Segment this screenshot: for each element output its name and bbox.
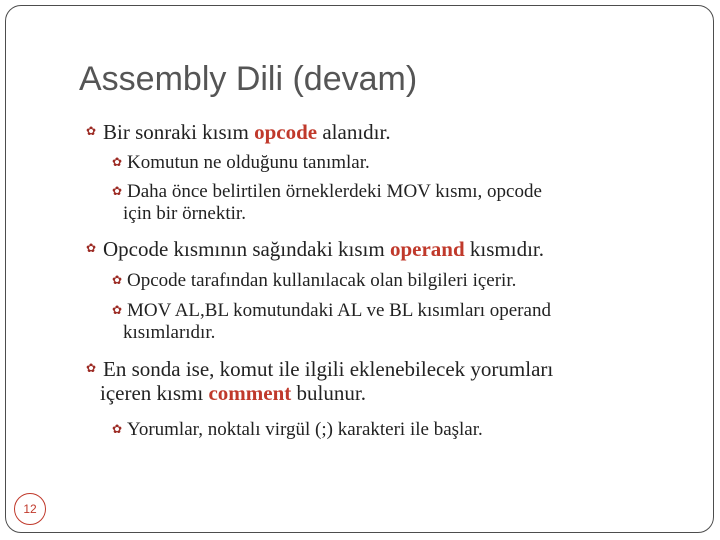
item-text: En sonda ise, komut ile ilgili eklenebilecek yorumları <box>103 357 554 381</box>
bullet-icon: ✿ <box>112 422 123 436</box>
item-text: Komutun ne olduğunu tanımlar. <box>127 152 370 173</box>
item-text-cont: için bir örnektir. <box>123 202 246 224</box>
sub-bullet-item-2 <box>112 181 542 225</box>
bullet-item-3 <box>86 357 553 405</box>
item-text: Yorumlar, noktalı virgül (;) karakteri ile başlar. <box>127 419 483 440</box>
bullet-item-1 <box>86 120 391 144</box>
sub-bullet-item-1 <box>112 152 370 174</box>
bullet-icon: ✿ <box>86 361 97 375</box>
item-text-cont: kısımlarıdır. <box>123 321 216 343</box>
item-text-cont: içeren kısmı <box>100 381 209 406</box>
page-number-badge: 12 <box>14 493 46 525</box>
item-text: alanıdır. <box>317 120 391 144</box>
bullet-item-2 <box>86 237 544 261</box>
sub-bullet-item-5 <box>112 419 483 441</box>
item-text: MOV AL,BL komutundaki AL ve BL kısımları operand <box>127 300 551 321</box>
keyword-comment: comment <box>208 381 292 406</box>
item-text: kısmıdır. <box>464 237 545 261</box>
item-text: Opcode kısmının sağındaki kısım <box>103 237 390 261</box>
keyword-operand: operand <box>389 237 465 261</box>
bullet-icon: ✿ <box>86 124 97 138</box>
bullet-icon: ✿ <box>112 155 123 169</box>
item-text: Bir sonraki kısım <box>103 120 255 144</box>
bullet-icon: ✿ <box>86 241 97 255</box>
item-text-cont: bulunur. <box>291 381 366 406</box>
keyword-opcode: opcode <box>254 120 318 144</box>
sub-bullet-item-3 <box>112 270 516 292</box>
slide-title: Assembly Dili (devam) <box>79 60 418 98</box>
bullet-icon: ✿ <box>112 184 123 198</box>
bullet-icon: ✿ <box>112 303 123 317</box>
item-text: Opcode tarafından kullanılacak olan bilgileri içerir. <box>127 270 517 291</box>
sub-bullet-item-4 <box>112 300 551 344</box>
item-text: Daha önce belirtilen örneklerdeki MOV kısmı, opcode <box>127 181 542 202</box>
bullet-icon: ✿ <box>112 273 123 287</box>
